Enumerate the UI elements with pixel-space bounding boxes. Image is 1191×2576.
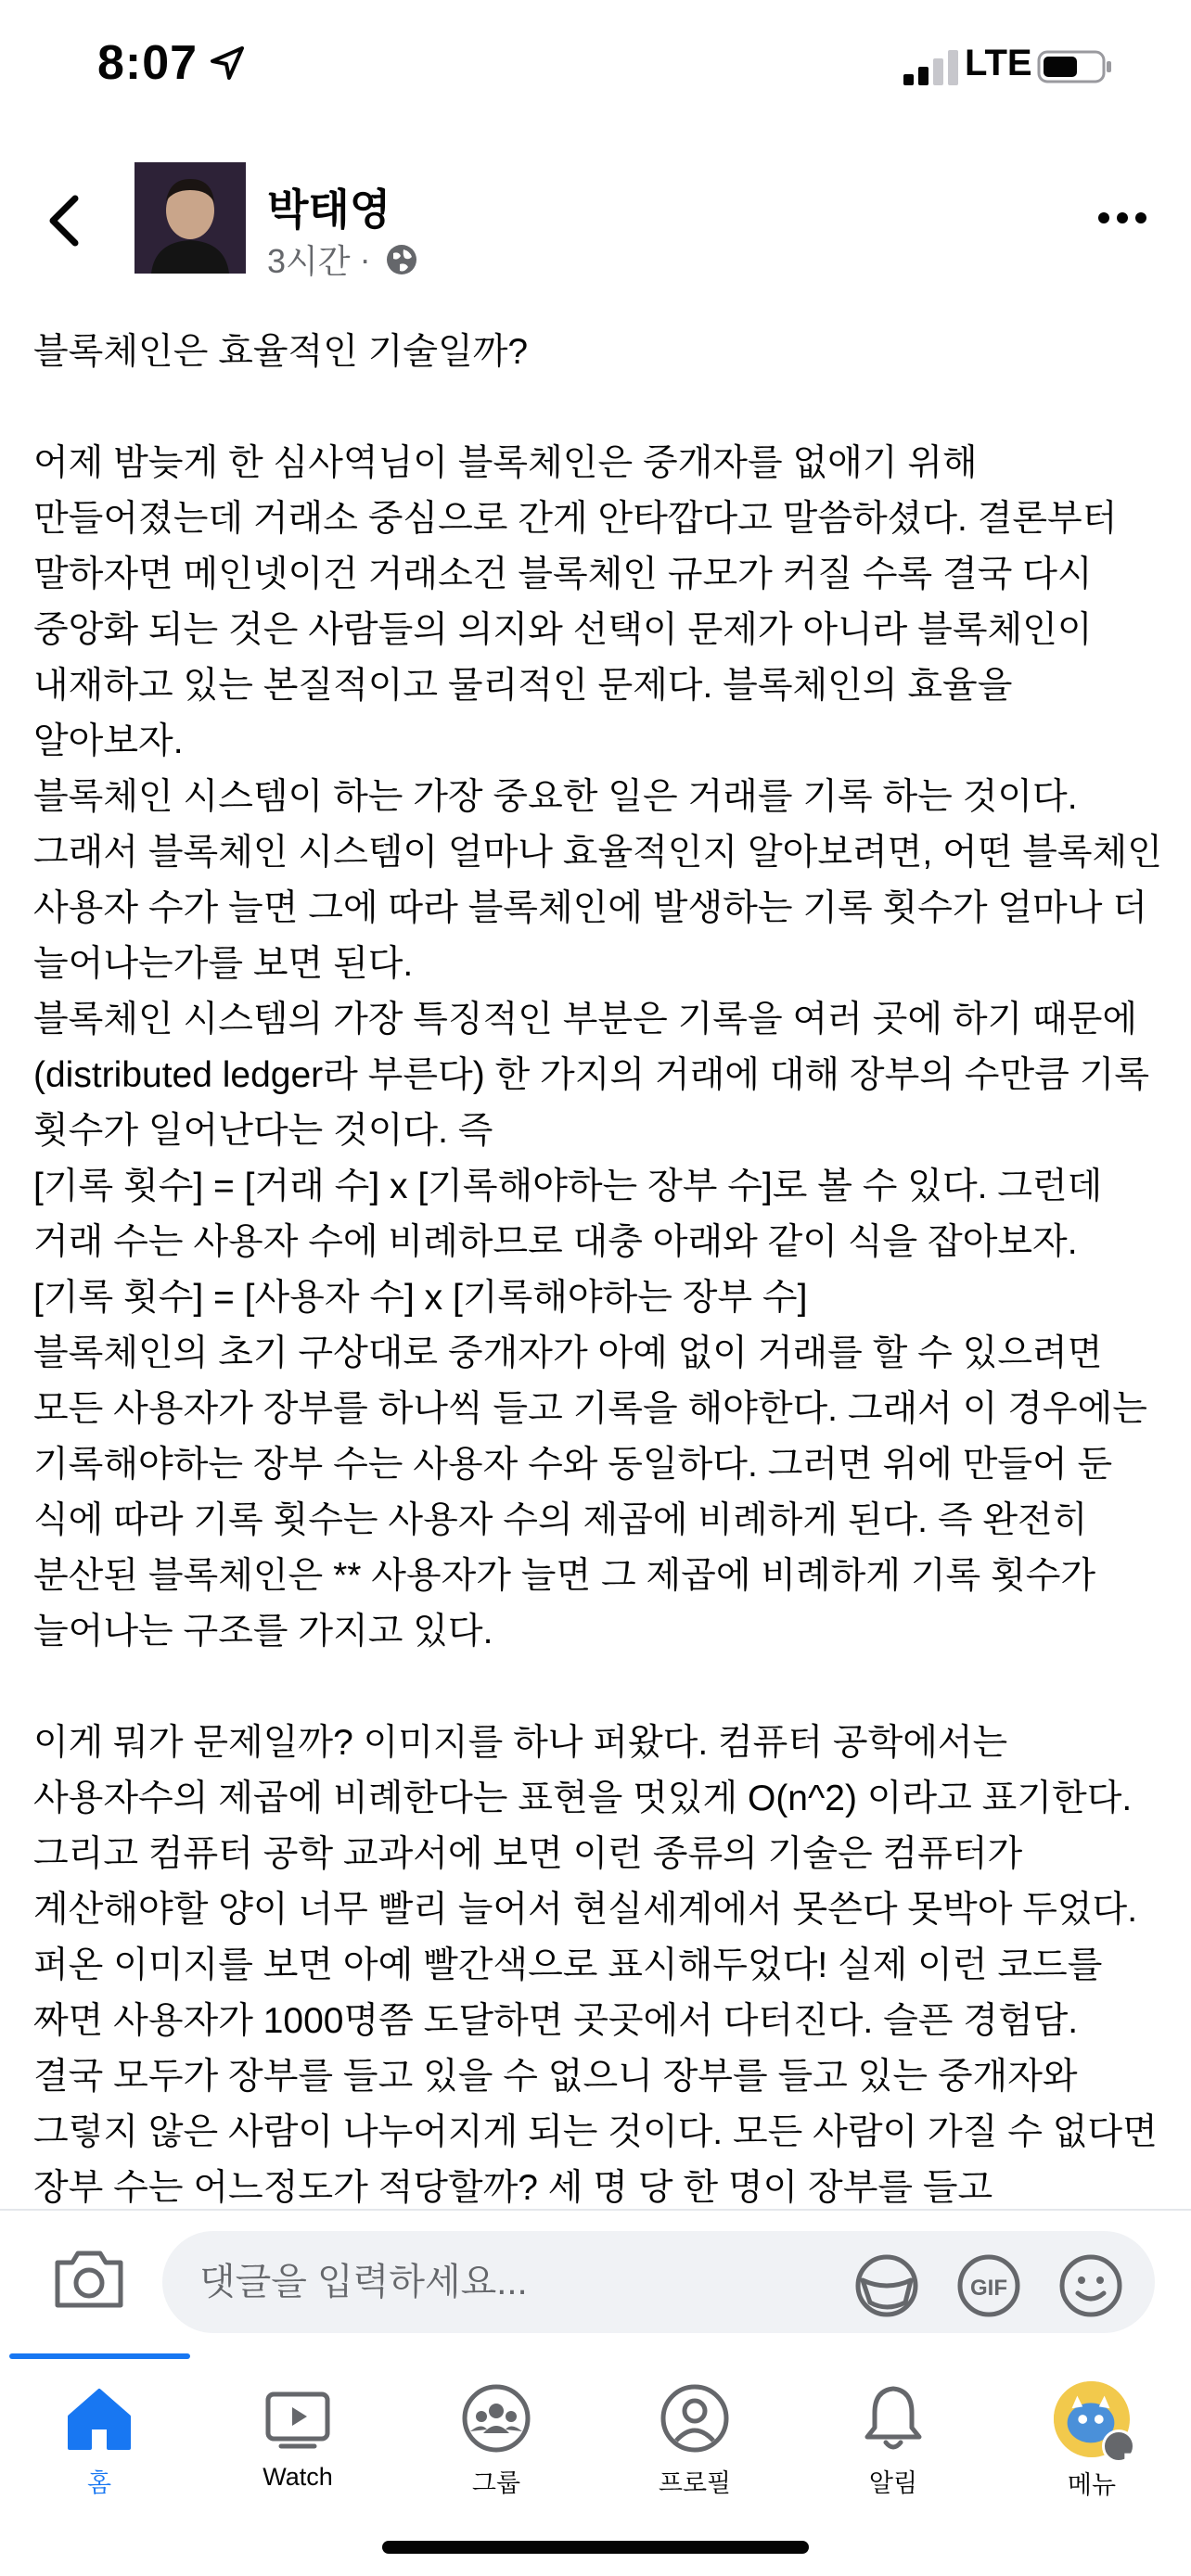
nav-item-groups[interactable] xyxy=(397,2381,596,2502)
nav-label-profile: 프로필 xyxy=(658,2469,732,2497)
menu-avatar xyxy=(1054,2381,1130,2457)
signal-icon xyxy=(902,48,967,85)
battery-icon xyxy=(1037,50,1113,83)
back-arrow-icon[interactable] xyxy=(42,193,88,249)
svg-text:GIF: GIF xyxy=(970,2276,1007,2301)
status-bar xyxy=(0,0,1191,130)
camera-icon[interactable] xyxy=(52,2246,126,2311)
sticker-icon[interactable] xyxy=(853,2252,920,2319)
nav-item-menu[interactable] xyxy=(992,2381,1191,2502)
meta-separator: · xyxy=(359,239,371,278)
globe-icon xyxy=(384,242,419,277)
watch-icon xyxy=(261,2381,335,2455)
nav-label-watch: Watch xyxy=(263,2463,333,2491)
author-name[interactable]: 박태영 xyxy=(267,185,391,234)
profile-icon xyxy=(658,2381,732,2455)
bottom-nav xyxy=(0,2353,1191,2511)
status-time: 8:07 xyxy=(97,36,198,90)
bell-icon xyxy=(856,2381,930,2455)
nav-item-profile[interactable] xyxy=(596,2381,794,2502)
nav-label-groups: 그룹 xyxy=(471,2469,521,2497)
post-time[interactable]: 3시간 xyxy=(267,242,351,280)
nav-label-home: 홈 xyxy=(86,2469,112,2497)
nav-label-menu: 메뉴 xyxy=(1067,2471,1117,2499)
location-arrow-icon xyxy=(209,45,246,82)
nav-item-home[interactable] xyxy=(0,2381,198,2502)
active-tab-indicator xyxy=(9,2353,190,2359)
network-label: LTE xyxy=(965,43,1032,83)
comment-bar xyxy=(0,2209,1191,2348)
nav-label-notifications: 알림 xyxy=(868,2469,918,2497)
home-icon xyxy=(62,2381,136,2455)
home-indicator[interactable] xyxy=(382,2541,809,2554)
nav-item-watch[interactable] xyxy=(198,2381,397,2502)
groups-icon xyxy=(459,2381,533,2455)
gif-icon[interactable] xyxy=(955,2252,1022,2319)
post-meta xyxy=(267,236,419,283)
emoji-icon[interactable] xyxy=(1057,2252,1124,2319)
post-header xyxy=(0,139,1191,297)
post-body: 블록체인은 효율적인 기술일까? 어제 밤늦게 한 심사역님이 블록체인은 중개자를 없애기 위해 만들어졌는데 거래소 중심으로 간게 안타깝다고 말씀하셨다. 결론부터 말하자면 메인넷이건 거래소건 블록체인 규모가 커질 수록 결국 다시 중앙화 되는 것은 사람들의 의지와 선택이 문제가 아니라 블록체인이 내재하고 있는 본질적이고 물리적인 문제다. 블록체인의 효율을 알아보자. 블록체인 시스템이 하는 가장 중요한 일은 거래를 기록 하는 것이다. 그래서 블록체인 시스템이 얼마나 효율적인지 알아보려면, 어떤 블록체인 사용자 수가 늘면 그에 따라 블록체인에 발생하는 기록 횟수가 얼마나 더 늘어나는가를 보면 된다. 블록체인 시스템의 가장 특징적인 부분은 기록을 여러 곳에 하기 때문에 (distributed ledger라 부른다) 한 가지의 거래에 대해 장부의 수만큼 기록 횟수가 일어난다는 것이다. 즉 [기록 횟수] = [거래 수] x [기록해야하는 장부 수]로 볼 수 있다. 그런데 거래 수는 사용자 수에 비례하므로 대충 아래와 같이 식을 잡아보자. [기록 횟수] = [사용자 수] x [기록해야하는 장부 수] 블록체인의 초기 구상대로 중개자가 아예 없이 거래를 할 수 있으려면 모든 사용자가 장부를 하나씩 들고 기록을 해야한다. 그래서 이 경우에는 기록해야하는 장부 수는 사용자 수와 동일하다. 그러면 위에 만들어 둔 식에 따라 기록 횟수는 사용자 수의 제곱에 비례하게 된다. 즉 완전히 분산된 블록체인은 ** 사용자가 늘면 그 제곱에 비례하게 기록 횟수가 늘어나는 구조를 가지고 있다. 이게 뭐가 문제일까? 이미지를 하나 퍼왔다. 컴퓨터 공학에서는 사용자수의 제곱에 비례한다는 표현을 멋있게 O(n^2) 이라고 표기한다. 그리고 컴퓨터 공학 교과서에 보면 이런 종류의 기술은 컴퓨터가 계산해야할 양이 너무 빨리 늘어서 현실세계에서 못쓴다 못박아 두었다. 퍼온 이미지를 보면 아예 빨간색으로 표시해두었다! 실제 이런 코드를 짜면 사용자가 1000명쯤 도달하면 곳곳에서 다터진다. 슬픈 경험담. 결국 모두가 장부를 들고 있을 수 없으니 장부를 들고 있는 중개자와 그렇지 않은 사람이 나누어지게 되는 것이다. 모든 사람이 가질 수 없다면 장부 수는 어느정도가 적당할까? 세 명 당 한 명이 장부를 들고 xyxy=(33,332,1162,2208)
nav-item-notifications[interactable] xyxy=(794,2381,992,2502)
author-avatar[interactable] xyxy=(134,162,246,274)
avatar-photo-icon xyxy=(134,162,246,274)
menu-badge-icon xyxy=(1102,2429,1135,2463)
more-options-icon[interactable] xyxy=(1095,204,1150,232)
